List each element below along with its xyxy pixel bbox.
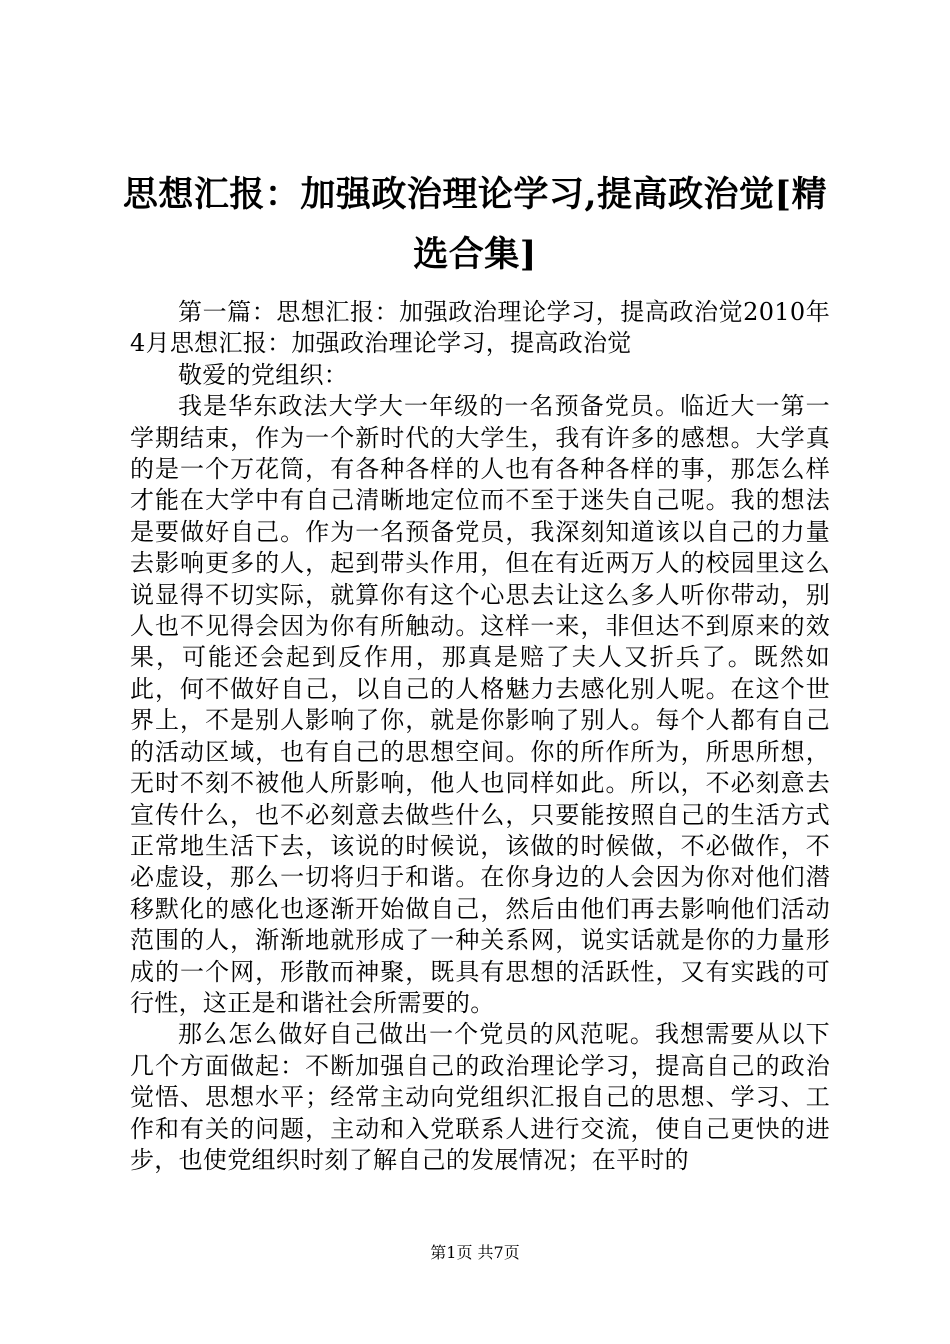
document-body <box>130 297 830 1176</box>
document-title: 思想汇报：加强政治理论学习,提高政治觉[精选合集] <box>122 174 828 275</box>
page-number-footer: 第1页 共7页 <box>430 1243 520 1262</box>
paragraph-main: 我是华东政法大学大一年级的一名预备党员。临近大一第一学期结束，作为一个新时代的大学生，我有许多的感想。大学真的是一个万花筒，有各种各样的人也有各种各样的事，那怎么样才能在大学中有自己清晰地定位而不至于迷失自己呢。我的想法是要做好自己。作为一名预备党员，我深刻知道该以自己的力量去影响更多的人，起到带头作用，但在有近两万人的校园里这么说显得不切实际，就算你有这个心思去让这么多人听你带动，别人也不见得会因为你有所触动。这样一来，非但达不到原来的效果，可能还会起到反作用，那真是赔了夫人又折兵了。既然如此，何不做好自己，以自己的人格魅力去感化别人呢。在这个世界上，不是别人影响了你，就是你影响了别人。每个人都有自己的活动区域，也有自己的思想空间。你的所作所为，所思所想，无时不刻不被他人所影响，他人也同样如此。所以，不必刻意去宣传什么，也不必刻意去做些什么，只要能按照自己的生活方式正常地生活下去，该说的时候说，该做的时候做，不必做作，不必虚设，那么一切将归于和谐。在你身边的人会因为你对他们潜移默化的感化也逐渐开始做自己，然后由他们再去影响他们活动范围的人，渐渐地就形成了一种关系网，说实话就是你的力量形成的一个网，形散而神聚，既具有思想的活跃性，又有实践的可行性，这正是和谐社会所需要的。 <box>130 392 830 1017</box>
paragraph-continued: 那么怎么做好自己做出一个党员的风范呢。我想需要从以下几个方面做起：不断加强自己的政治理论学习，提高自己的政治觉悟、思想水平；经常主动向党组织汇报自己的思想、学习、工作和有关的问题，主动和入党联系人进行交流，使自己更快的进步，也使党组织时刻了解自己的发展情况；在平时的 <box>130 1020 830 1174</box>
paragraph-salutation: 敬爱的党组织： <box>178 360 349 389</box>
paragraph-intro: 第一篇：思想汇报：加强政治理论学习，提高政治觉2010年4月思想汇报：加强政治理论学习，提高政治觉 <box>130 298 830 358</box>
